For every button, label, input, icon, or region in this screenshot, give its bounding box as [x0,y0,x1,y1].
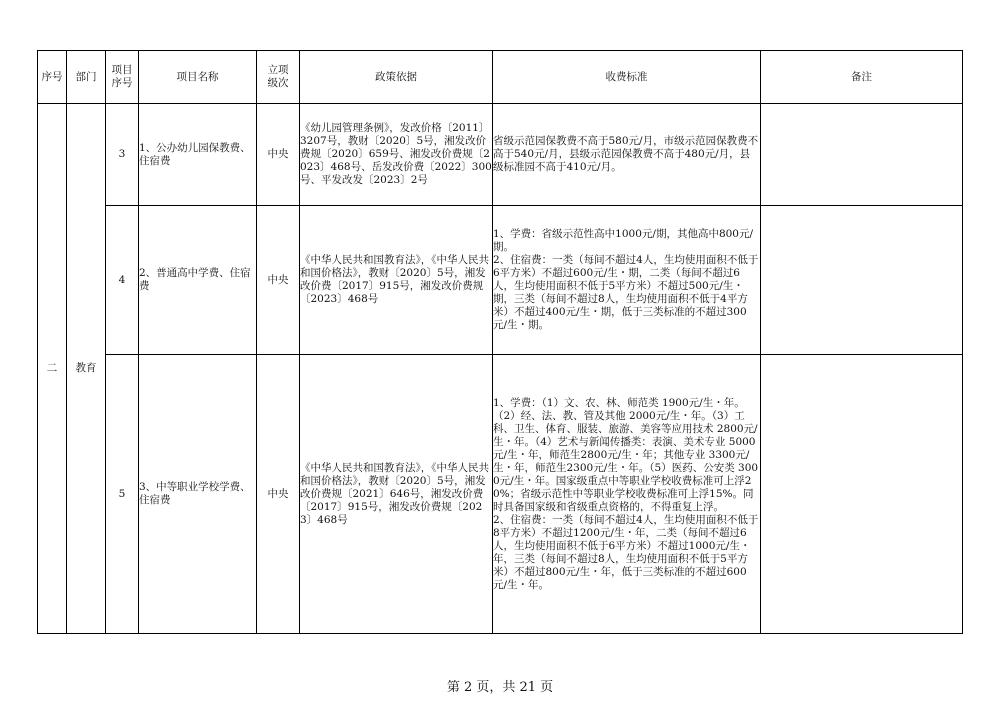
page-number-footer: 第 2 页，共 21 页 [446,680,554,695]
level-cell: 中央 [257,355,300,634]
header-seq: 序号 [38,51,67,104]
header-item-seq-line2: 序号 [111,77,133,89]
header-level [257,51,300,104]
item-name-cell: 2、普通高中学费、住宿费 [139,206,257,355]
remark-cell [761,355,963,634]
fee-cell [493,206,761,355]
header-item-seq [106,51,139,104]
header-level-line1: 立项 [267,64,289,76]
policy-cell: 《中华人民共和国教育法》，《中华人民共和国价格法》，教财〔2020〕5号，湘发改价费规〔2021〕646号，湘发改价费〔2017〕915号，湘发改价费规〔2023〕468号 [300,355,493,634]
header-level-line2: 级次 [267,77,289,89]
remark-cell [761,104,963,206]
fee-line: 省级示范园保教费不高于580元/月，市级示范园保教费不高于540元/月，县级示范园保教费不高于480元/月，县级标准园不高于410元/月。 [493,135,759,173]
level-cell: 中央 [257,104,300,206]
table-row [38,206,963,355]
table-row [38,104,963,206]
header-row [38,51,963,104]
item-seq-cell: 5 [106,355,139,634]
policy-cell: 《中华人民共和国教育法》，《中华人民共和国价格法》，教财〔2020〕5号，湘发改价费〔2017〕915号，湘发改价费规〔2023〕468号 [300,206,493,355]
fee-line: 2、住宿费：一类（每间不超过4人，生均使用面积不低于8平方米）不超过1200元/生・年，二类（每间不超过6人，生均使用面积不低于6平方米）不超过1000元/生・年，三类（每间不超过8人，生均使用面积不低于5平方米）不超过800元/生・年，低于三类标准的不超过600元/生・年。 [493,513,759,591]
table-row [38,355,963,634]
header-item-name: 项目名称 [139,51,257,104]
item-name-cell: 1、公办幼儿园保教费、住宿费 [139,104,257,206]
item-name-cell: 3、中等职业学校学费、住宿费 [139,355,257,634]
item-seq-cell: 3 [106,104,139,206]
fee-line: 2、住宿费：一类（每间不超过4人，生均使用面积不低于6平方米）不超过600元/生・期，二类（每间不超过6人，生均使用面积不低于5平方米）不超过500元/生・期，三类（每间不超过8人，生均使用面积不低于4平方米）不超过400元/生・期，低于三类标准的不超过300元/生・期。 [493,254,759,331]
group-seq-cell: 二 [38,104,67,634]
fee-cell [493,104,761,206]
header-policy: 政策依据 [300,51,493,104]
header-dept: 部门 [67,51,106,104]
level-cell: 中央 [257,206,300,355]
remark-cell [761,206,963,355]
header-fee: 收费标准 [493,51,761,104]
header-remark: 备注 [761,51,963,104]
fee-cell [493,355,761,634]
fee-line: 1、学费：（1）文、农、林、师范类 1900元/生・年。（2）经、法、教、管及其他 2000元/生・年。（3）工科、卫生、体育、服装、旅游、美容等应用技术 2800元/生・年。（4）艺术与新闻传播类：表演、美术专业 5000元/生・年，师范生2800元/生・年；其他专业 3300元/生・年，师范生2300元/生・年。（5）医药、公安类 3000元/生・年。国家级重点中等职业学校收费标准可上浮20%；省级示范性中等职业学校收费标准可上浮15%。同时具备国家级和省级重点资格的，不得重复上浮。 [493,396,759,513]
group-dept-cell: 教育 [67,104,106,634]
item-seq-cell: 4 [106,206,139,355]
fee-line: 1、学费：省级示范性高中1000元/期，其他高中800元/期。 [493,228,754,253]
fee-standard-table [37,50,963,634]
header-item-seq-line1: 项目 [111,64,133,76]
policy-cell: 《幼儿园管理条例》，发改价格〔2011〕3207号，教财〔2020〕5号，湘发改价费规〔2020〕659号、湘发改价费规〔2023〕468号、岳发改价费〔2022〕300号、平发改发〔2023〕2号 [300,104,493,206]
